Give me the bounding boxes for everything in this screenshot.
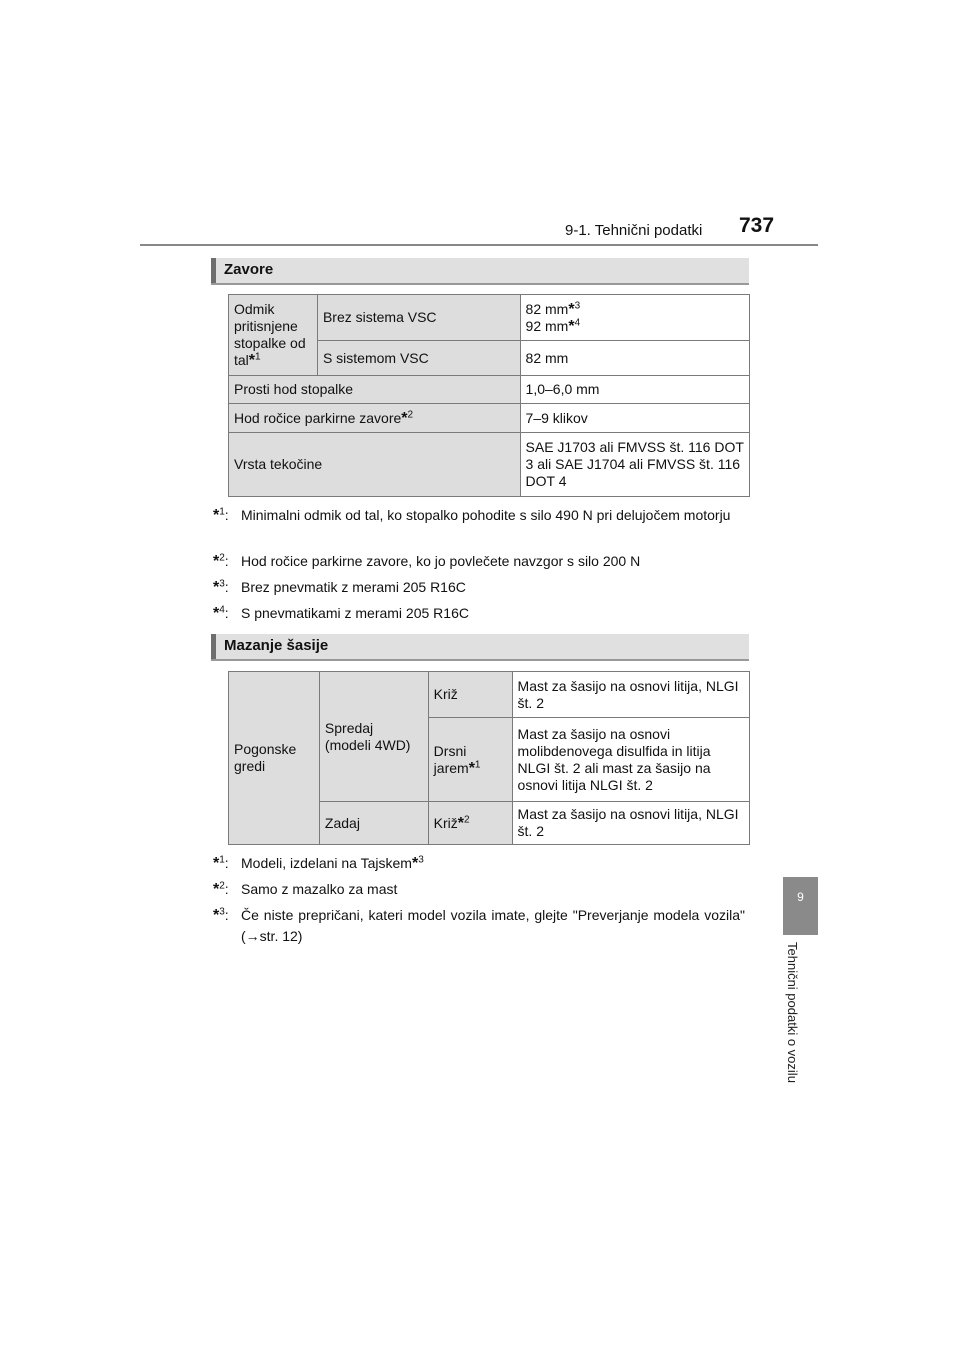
drive-shafts-cell: Pogonske gredi [229,672,320,845]
footnote-marker: *$^4$: [213,604,229,622]
asterisk: * [213,907,220,924]
pedal-clearance-label: Odmik pritisnjene stopalke od tal [234,301,306,368]
asterisk: * [411,855,419,872]
footnote-ref: 1 [219,506,225,518]
footnote-ref: 2 [407,408,414,420]
without-vsc-value-cell [520,295,749,341]
rear-cross-label: Križ [433,814,458,831]
chassis-footnote-2 [213,879,745,900]
slide-yoke-cell [428,718,512,802]
asterisk: * [213,507,220,524]
footnote-marker: *$^1$: [213,854,229,872]
footnote-marker: *$^2$: [213,552,229,570]
lever-travel-label: Hod ročice parkirne zavore [234,409,402,426]
asterisk: * [568,317,575,335]
asterisk: * [213,605,220,622]
footnote-text: Brez pnevmatik z merami 205 R16C [241,579,466,595]
footnote-text: S pnevmatikami z merami 205 R16C [241,605,469,621]
asterisk: * [213,855,220,872]
footnote-ref: 4 [574,316,581,328]
footnote-text: Hod ročice parkirne zavore, ko jo povlečete navzgor s silo 200 N [241,553,641,569]
footnote-text: Minimalni odmik od tal, ko stopalko pohodite s silo 490 N pri delujočem motorju [241,507,731,523]
lever-travel-label-cell [229,404,521,433]
asterisk: * [401,409,408,427]
footnote-ref: 1 [255,351,261,363]
fluid-value-cell: SAE J1703 ali FMVSS št. 116 DOT 3 ali SAE J1704 ali FMVSS št. 116 DOT 4 [520,433,749,497]
free-play-value-cell: 1,0–6,0 mm [520,376,749,404]
brakes-title: Zavore [224,261,274,278]
brakes-footnote-1 [213,505,745,526]
footnote-marker: *$^2$: [213,880,229,898]
chassis-section-heading [211,634,749,661]
footnote-text: Samo z mazalko za mast [241,881,398,897]
page-number: 737 [739,214,775,237]
section-title: 9-1. Tehnični podatki [565,222,703,239]
brakes-section-heading [211,258,749,285]
slide-yoke-value-cell: Mast za šasijo na osnovi molibdenovega disulfida in litija NLGI št. 2 ali mast za šasijo na osnovi litija NLGI št. 2 [512,718,749,802]
cross-value-cell: Mast za šasijo na osnovi litija, NLGI št. 2 [512,672,749,718]
footnote-ref: 3 [219,906,225,918]
lever-travel-value-cell: 7–9 klikov [520,404,749,433]
free-play-label-cell: Prosti hod stopalke [229,376,521,404]
asterisk: * [213,579,220,596]
chapter-number: 9 [797,890,804,904]
chapter-title: Tehnični podatki o vozilu [785,942,800,1083]
cross-cell: Križ [428,672,512,718]
asterisk: * [468,759,475,777]
footnote-ref: 4 [219,604,225,616]
brakes-footnote-2 [213,551,745,572]
footnote-ref: 2 [464,813,470,825]
without-vsc-value1: 82 mm [525,300,569,317]
rear-cell: Zadaj [319,802,428,845]
brakes-table [228,294,750,497]
footnote-text: Modeli, izdelani na Tajskem [241,855,412,871]
footnote-ref: 1 [219,854,225,866]
asterisk: * [457,814,465,832]
footnote-marker: *$^1$: [213,506,229,524]
without-vsc-value2: 92 mm [525,317,569,334]
chapter-title-vertical [785,942,810,1104]
brakes-footnote-4 [213,603,745,624]
rear-cross-cell [428,802,512,845]
footnote-text-wrap [213,853,745,874]
brakes-footnote-3 [213,577,745,598]
fluid-label-cell: Vrsta tekočine [229,433,521,497]
slide-yoke-label: Drsni jarem [433,742,469,776]
footnote-ref: 2 [219,552,225,564]
header-divider [140,244,818,246]
chassis-table [228,671,750,845]
heading-bar [211,634,216,659]
heading-bar [211,258,216,283]
rear-cross-value-cell: Mast za šasijo na osnovi litija, NLGI št. 2 [512,802,749,845]
asterisk: * [568,300,575,318]
without-vsc-cell: Brez sistema VSC [317,295,520,341]
footnote-ref: 1 [474,758,481,770]
pedal-clearance-label-cell [229,295,318,376]
chassis-title: Mazanje šasije [224,637,329,654]
footnote-ref: 3 [574,299,581,311]
front-cell: Spredaj (modeli 4WD) [319,672,428,802]
chassis-footnote-1 [213,853,745,874]
footnote-text: Če niste prepričani, kateri model vozila imate, glejte "Preverjanje modela vozila" (→str. 12) [241,907,745,944]
with-vsc-value-cell: 82 mm [520,341,749,376]
chassis-footnote-3 [213,905,745,947]
footnote-marker: *$^3$: [213,906,229,924]
footnote-marker: *$^3$: [213,578,229,596]
asterisk: * [213,553,220,570]
asterisk: * [213,881,220,898]
chapter-tab [783,877,818,935]
with-vsc-cell: S sistemom VSC [317,341,520,376]
footnote-ref: 3 [219,578,225,590]
footnote-ref: 2 [219,880,225,892]
asterisk: * [248,352,256,369]
footnote-ref: 3 [418,854,424,866]
